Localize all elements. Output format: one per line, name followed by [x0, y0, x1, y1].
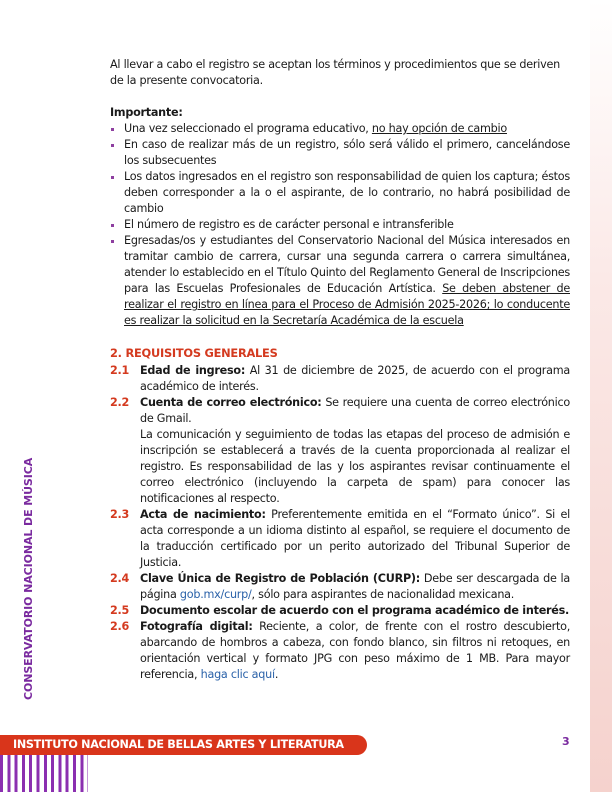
- requirement-number: 2.1: [110, 364, 130, 377]
- requirement-item: 2.4 Clave Única de Registro de Población (CURP): Debe ser descargada de la página gob.mx/curp/, sólo para aspirantes de nacionalidad mexicana.: [110, 572, 570, 601]
- intro-paragraph: Al llevar a cabo el registro se aceptan los términos y procedimientos que se deriven de la presente convocatoria.: [110, 58, 560, 87]
- document-body: [110, 57, 570, 683]
- requirement-extra: La comunicación y seguimiento de todas las etapas del proceso de admisión e inscripción se establecerá a través de la cuenta proporcionada al realizar el registro. Es responsabilidad de las y los aspirantes revisar continuamente el correo electrónico (incluyendo la carpeta de spam) para conocer las notificaciones al respecto.: [140, 428, 570, 505]
- photo-reference-link[interactable]: haga clic aquí: [200, 668, 275, 681]
- requirement-number: 2.6: [110, 620, 130, 633]
- requirement-item: 2.1 Edad de ingreso: Al 31 de diciembre de 2025, de acuerdo con el programa académico de interés.: [110, 364, 571, 393]
- footer-institution-bar: [0, 735, 367, 755]
- requirement-label: Fotografía digital:: [140, 620, 253, 633]
- underlined-text: Se deben abstener de realizar el registro en línea para el Proceso de Admisión 2025-2026; lo conducente es realizar la solicitud en la Secretaría Académica de la escuela: [124, 282, 570, 327]
- important-item: Egresadas/os y estudiantes del Conservatorio Nacional del Música interesados en tramitar cambio de carrera, cursar una segunda carrera o carrera simultánea, atender lo establecido en el Título Quinto del Reglamento General de Inscripciones para las Escuelas Profesionales de Educación Artística. Se deben abstener de realizar el registro en línea para el Proceso de Admisión 2025-2026; lo conducente es realizar la solicitud en la Secretaría Académica de la escuela: [110, 233, 570, 329]
- requirement-number: 2.3: [110, 508, 130, 521]
- requirement-label: Documento escolar de acuerdo con el programa académico de interés.: [140, 604, 570, 617]
- spacer: [110, 89, 570, 105]
- important-title: Importante:: [110, 106, 183, 119]
- decorative-right-gradient-strip: [590, 0, 612, 792]
- page-number: 3: [562, 735, 570, 748]
- requirement-label: Acta de nacimiento:: [140, 508, 266, 521]
- requirement-item: 2.2 Cuenta de correo electrónico: Se requiere una cuenta de correo electrónico de Gmail. La comunicación y seguimiento de todas las etapas del proceso de admisión e inscripción se establecerá a través de la cuenta proporcionada al realizar el registro. Es responsabilidad de las y los aspirantes revisar continuamente el correo electrónico (incluyendo la carpeta de spam) para conocer las notificaciones al respecto.: [110, 396, 570, 505]
- requirement-item: [110, 603, 570, 619]
- requirement-item: 2.6 Fotografía digital: Reciente, a color, de frente con el rostro descubierto, abarcando de hombros a cabeza, con fondo blanco, sin filtros ni retoques, en orientación vertical y formato JPG con peso máximo de 1 MB. Para mayor referencia, haga clic aquí.: [110, 620, 570, 681]
- important-item: Una vez seleccionado el programa educativo, no hay opción de cambio: [110, 121, 570, 137]
- important-item: Los datos ingresados en el registro son responsabilidad de quien los captura; éstos deben corresponder a la o el aspirante, de lo contrario, no habrá posibilidad de cambio: [110, 169, 570, 217]
- important-item: El número de registro es de carácter personal e intransferible: [110, 217, 570, 233]
- important-list: [110, 121, 570, 329]
- requirement-label: Clave Única de Registro de Población (CURP):: [140, 572, 420, 585]
- section-heading: 2. REQUISITOS GENERALES: [110, 346, 278, 360]
- decorative-stripes: [0, 755, 88, 792]
- requirement-item: 2.3 Acta de nacimiento: Preferentemente emitida en el “Formato único”. Si el acta corresponde a un idioma distinto al español, se requiere el documento de la traducción certificado por un perito autorizado del Tribunal Superior de Justicia.: [110, 508, 570, 569]
- requirement-label: Edad de ingreso:: [140, 364, 246, 377]
- sidebar-vertical-label: CONSERVATORIO NACIONAL DE MÚSICA: [22, 457, 35, 700]
- requirement-number: 2.5: [110, 604, 130, 617]
- curp-link[interactable]: gob.mx/curp/: [179, 588, 252, 601]
- requirement-number: 2.4: [110, 572, 130, 585]
- requirement-number: 2.2: [110, 396, 130, 409]
- requirement-label: Cuenta de correo electrónico:: [140, 396, 322, 409]
- important-item: En caso de realizar más de un registro, sólo será válido el primero, cancelándose los subsecuentes: [110, 137, 570, 169]
- footer-institution-text: INSTITUTO NACIONAL DE BELLAS ARTES Y LITERATURA: [13, 738, 344, 751]
- underlined-text: no hay opción de cambio: [371, 122, 507, 135]
